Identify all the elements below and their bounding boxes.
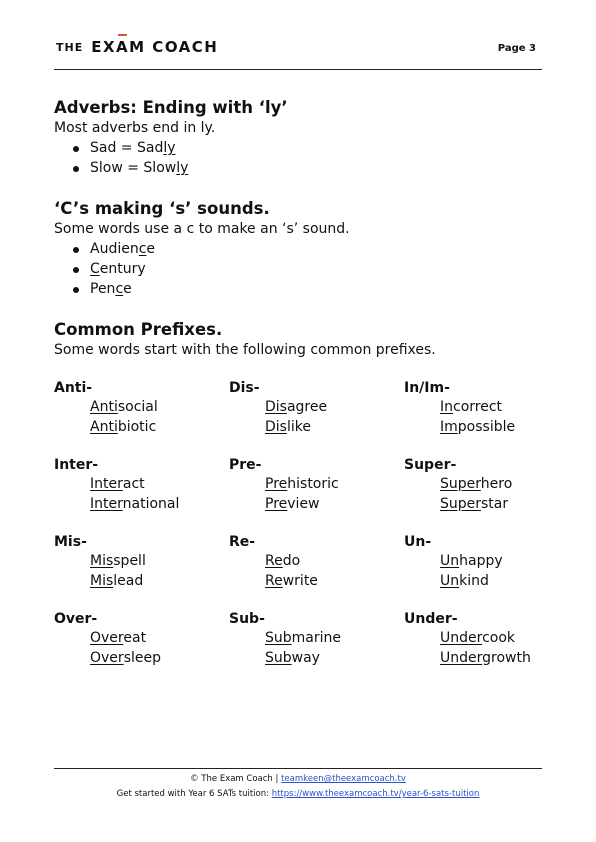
c-sound-item [54, 239, 542, 259]
c-sounds-list [54, 239, 542, 299]
prefix-underlined: Sub [265, 649, 292, 666]
prefix-example-word [54, 629, 161, 649]
adverbs-title: Adverbs: Ending with ‘ly’ [54, 98, 288, 117]
adverb-item [54, 158, 542, 178]
prefix-underlined: Anti [90, 418, 118, 435]
header-divider [54, 69, 542, 70]
prefix-example-word [404, 418, 515, 438]
prefix-example-word [229, 418, 327, 438]
word-remainder: marine [291, 630, 342, 646]
logo-the: THE [56, 41, 84, 54]
prefix-group [54, 455, 179, 514]
word-remainder: national [122, 495, 180, 512]
logo-accent-letter: A [116, 38, 130, 56]
c-sound-item [54, 259, 542, 279]
prefixes-intro: Some words start with the following common prefixes. [54, 342, 436, 358]
prefix-example-word [229, 629, 341, 649]
prefix-heading: Mis- [54, 534, 87, 550]
prefix-heading: Under- [404, 611, 458, 627]
word-remainder: possible [457, 418, 516, 435]
word-remainder: way [291, 649, 320, 666]
prefix-underlined: Over [90, 630, 124, 646]
word-remainder: like [286, 418, 311, 435]
prefix-heading: Re- [229, 534, 256, 550]
footer-copyright: © The Exam Coach | [190, 774, 282, 784]
prefix-example-word [404, 552, 503, 572]
prefix-heading: Super- [404, 457, 457, 473]
footer-tagline: Get started with Year 6 SATs tuition: [116, 789, 272, 799]
prefix-underlined: Super [440, 495, 482, 512]
prefix-heading: Over- [54, 611, 98, 627]
adverbs-list [54, 138, 542, 178]
prefix-underlined: Super [440, 476, 481, 492]
prefix-underlined: Pre [265, 476, 288, 492]
prefix-group [54, 609, 161, 668]
prefix-example-word [404, 495, 512, 515]
prefix-example-word [404, 572, 503, 592]
prefix-group [229, 532, 318, 591]
adverb-item [54, 138, 542, 158]
adverb-base: Sad = Sad [90, 140, 164, 156]
footer-divider [54, 768, 542, 769]
word-end: e [123, 281, 132, 297]
prefix-group [404, 378, 515, 437]
prefix-heading: Inter- [54, 457, 99, 473]
prefix-underlined: Dis [265, 399, 287, 415]
prefix-example-word [229, 398, 327, 418]
word-remainder: view [287, 495, 320, 512]
prefix-group [404, 455, 512, 514]
prefix-heading: In/Im- [404, 380, 450, 396]
word-remainder: social [117, 399, 158, 415]
c-letter-underlined: c [138, 241, 147, 257]
prefix-example-word [54, 475, 179, 495]
prefix-example-word [229, 475, 339, 495]
prefix-group [229, 378, 327, 437]
prefix-underlined: Inter [90, 495, 123, 512]
prefix-group [404, 609, 531, 668]
word-start: Audien [90, 241, 139, 257]
adverbs-section [54, 97, 542, 178]
word-end: e [146, 241, 156, 257]
prefix-example-word [54, 398, 158, 418]
prefix-example-word [54, 418, 158, 438]
prefix-group [54, 532, 146, 591]
prefix-example-word [404, 475, 512, 495]
footer-url-link[interactable]: https://www.theexamcoach.tv/year-6-sats-tuition [271, 789, 480, 799]
prefix-example-word [229, 552, 318, 572]
prefix-underlined: Dis [265, 418, 287, 435]
prefix-group [229, 609, 341, 668]
prefix-heading: Un- [404, 534, 432, 550]
word-remainder: star [481, 495, 509, 512]
prefix-heading: Dis- [229, 380, 260, 396]
c-letter-underlined: c [115, 281, 124, 297]
prefix-underlined: Sub [265, 630, 292, 646]
prefix-example-word [229, 495, 339, 515]
adverb-base: Slow = Slow [90, 160, 177, 176]
footer-email-link[interactable]: teamkeen@theexamcoach.tv [281, 774, 406, 784]
footer-line-1 [0, 772, 596, 786]
adverbs-intro: Most adverbs end in ly. [54, 120, 216, 136]
prefixes-section [54, 319, 542, 360]
word-remainder: biotic [117, 418, 157, 435]
prefix-underlined: Mis [90, 572, 114, 589]
prefix-example-word [229, 649, 341, 669]
prefix-example-word [404, 629, 531, 649]
c-sounds-title: ‘C’s making ‘s’ sounds. [54, 199, 270, 218]
prefix-underlined: Under [440, 630, 483, 646]
word-remainder: historic [287, 476, 339, 492]
prefix-group [404, 532, 503, 591]
prefix-underlined: Pre [265, 495, 288, 512]
prefix-heading: Sub- [229, 611, 265, 627]
prefix-heading: Anti- [54, 380, 93, 396]
prefix-example-word [229, 572, 318, 592]
word-remainder: do [282, 553, 301, 569]
c-sounds-intro: Some words use a c to make an ‘s’ sound. [54, 221, 350, 237]
word-remainder: cook [482, 630, 516, 646]
word-remainder: correct [453, 399, 503, 415]
prefix-underlined: Mis [90, 553, 114, 569]
prefixes-title: Common Prefixes. [54, 320, 223, 339]
prefix-example-word [404, 398, 515, 418]
word-remainder: kind [459, 572, 489, 589]
c-letter-underlined: C [90, 261, 100, 277]
prefix-underlined: Un [440, 572, 460, 589]
prefix-example-word [54, 552, 146, 572]
word-start: Pen [90, 281, 116, 297]
c-sounds-section [54, 198, 542, 299]
prefix-example-word [54, 572, 146, 592]
word-remainder: agree [286, 399, 328, 415]
prefix-underlined: Over [90, 649, 124, 666]
prefix-example-word [54, 649, 161, 669]
adverb-suffix-underlined: ly [176, 160, 189, 176]
page-header [54, 34, 542, 68]
word-remainder: lead [113, 572, 144, 589]
word-remainder: growth [482, 649, 531, 666]
word-remainder: write [282, 572, 318, 589]
adverb-suffix-underlined: ly [163, 140, 176, 156]
word-remainder: hero [480, 476, 513, 492]
prefix-underlined: Anti [90, 399, 118, 415]
prefix-underlined: Re [265, 553, 283, 569]
prefix-underlined: In [440, 399, 454, 415]
prefix-example-word [404, 649, 531, 669]
word-remainder: sleep [123, 649, 161, 666]
footer-line-2 [0, 787, 596, 801]
prefix-example-word [54, 495, 179, 515]
prefix-underlined: Im [440, 418, 458, 435]
exam-coach-logo [56, 38, 218, 56]
prefix-underlined: Under [440, 649, 483, 666]
word-end: entury [99, 261, 146, 277]
prefix-heading: Pre- [229, 457, 262, 473]
prefix-group [229, 455, 339, 514]
prefix-underlined: Un [440, 553, 460, 569]
word-remainder: spell [113, 553, 146, 569]
c-sound-item [54, 279, 542, 299]
word-remainder: act [122, 476, 145, 492]
word-remainder: eat [123, 630, 147, 646]
logo-text-pre: EX [91, 38, 117, 56]
prefix-underlined: Re [265, 572, 283, 589]
prefix-underlined: Inter [90, 476, 123, 492]
page-number: Page 3 [497, 43, 536, 54]
logo-text-post: M COACH [129, 38, 219, 56]
prefix-group [54, 378, 158, 437]
word-remainder: happy [459, 553, 503, 569]
